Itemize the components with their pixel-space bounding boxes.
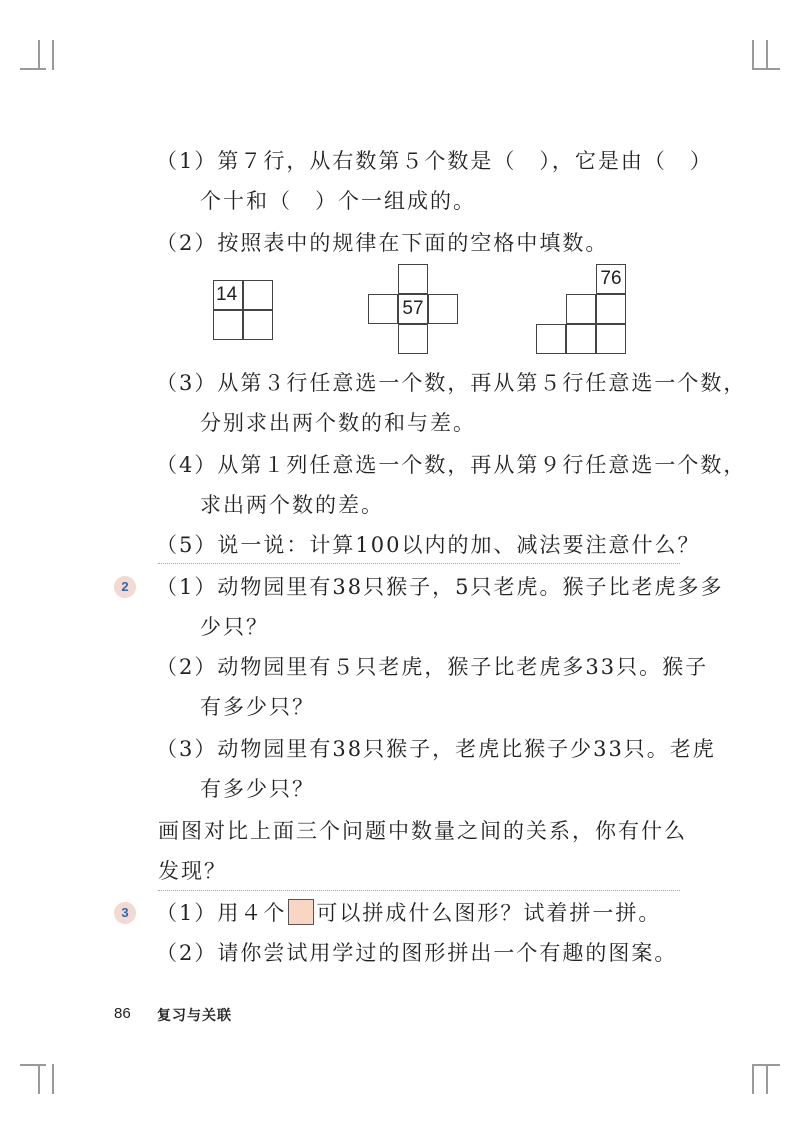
- grid-cell-blank[interactable]: [596, 324, 626, 354]
- question-3-1-after: 可以拼成什么图形？试着拼一拼。: [316, 901, 662, 925]
- grid-cell-given: 14: [213, 280, 243, 310]
- exercise-badge-3: 3: [114, 902, 136, 924]
- question-1-1-line2: 个十和（ ）个一组成的。: [200, 189, 476, 213]
- square-tile-icon: [288, 899, 314, 925]
- grid-cell-blank[interactable]: [398, 324, 428, 354]
- crop-mark: [38, 40, 40, 70]
- section-divider: [158, 563, 680, 564]
- question-2-note-line2: 发现？: [158, 859, 227, 883]
- question-2-3-line2: 有多少只？: [200, 777, 315, 801]
- question-3-2: （2）请你尝试用学过的图形拼出一个有趣的图案。: [156, 941, 678, 965]
- question-2-2-line1: （2）动物园里有５只老虎，猴子比老虎多33只。猴子: [156, 655, 709, 679]
- crop-mark: [38, 1064, 40, 1094]
- question-1-2: （2）按照表中的规律在下面的空格中填数。: [156, 231, 609, 255]
- crop-mark: [20, 68, 46, 70]
- exercise-badge-2: 2: [114, 576, 136, 598]
- grid-cell-blank[interactable]: [213, 310, 243, 340]
- question-2-1-line2: 少只？: [200, 615, 269, 639]
- grid-cell-blank[interactable]: [566, 324, 596, 354]
- chapter-title: 复习与关联: [157, 1008, 232, 1024]
- question-1-4-line1: （4）从第１列任意选一个数，再从第９行任意选一个数，: [156, 453, 747, 477]
- crop-mark: [752, 1064, 754, 1094]
- grid-cell-given: 57: [398, 294, 428, 324]
- grid-cell-blank[interactable]: [368, 294, 398, 324]
- question-2-2-line2: 有多少只？: [200, 695, 315, 719]
- crop-mark: [766, 40, 768, 70]
- question-2-note-line1: 画图对比上面三个问题中数量之间的关系，你有什么: [158, 819, 687, 843]
- question-1-3-line2: 分别求出两个数的和与差。: [200, 411, 476, 435]
- section-divider: [158, 890, 680, 891]
- crop-mark: [20, 1064, 46, 1066]
- crop-mark: [752, 40, 754, 70]
- grid-cell-blank[interactable]: [243, 310, 273, 340]
- grid-cell-blank[interactable]: [398, 264, 428, 294]
- question-1-4-line2: 求出两个数的差。: [200, 493, 384, 517]
- grid-cell-blank[interactable]: [566, 294, 596, 324]
- question-2-1-line1: （1）动物园里有38只猴子，5只老虎。猴子比老虎多多: [156, 575, 724, 599]
- crop-mark: [52, 1064, 54, 1094]
- crop-mark: [52, 40, 54, 70]
- grid-cell-blank[interactable]: [596, 294, 626, 324]
- crop-mark: [766, 1064, 768, 1094]
- grid-cell-blank[interactable]: [428, 294, 458, 324]
- question-1-3-line1: （3）从第３行任意选一个数，再从第５行任意选一个数，: [156, 371, 747, 395]
- grid-cell-given: 76: [596, 264, 626, 294]
- question-2-3-line1: （3）动物园里有38只猴子，老虎比猴子少33只。老虎: [156, 737, 716, 761]
- question-3-1-before: （1）用４个: [156, 901, 287, 925]
- page-number: 86: [114, 1005, 131, 1022]
- question-1-1-line1: （1）第７行，从右数第５个数是（ ），它是由（ ）: [156, 149, 713, 173]
- grid-cell-blank[interactable]: [243, 280, 273, 310]
- question-1-5: （5）说一说：计算100以内的加、减法要注意什么？: [156, 533, 701, 557]
- grid-cell-blank[interactable]: [536, 324, 566, 354]
- question-3-1: [156, 898, 661, 928]
